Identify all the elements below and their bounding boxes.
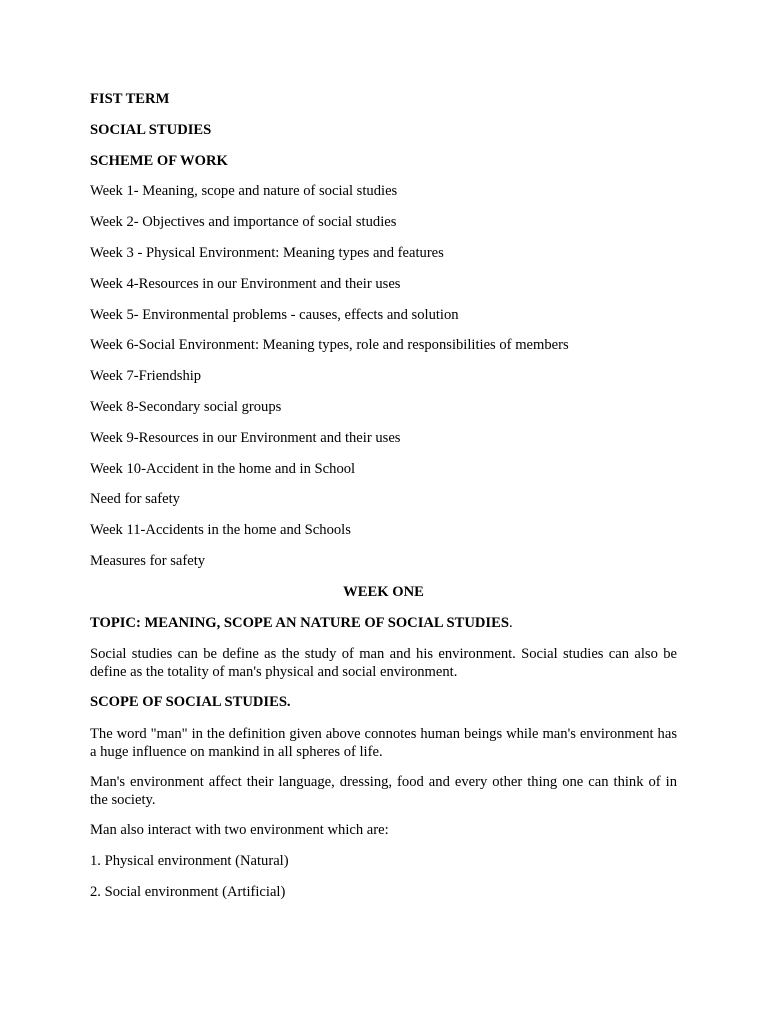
scheme-item: Week 11-Accidents in the home and Schools (90, 522, 351, 539)
scheme-item: Need for safety (90, 491, 180, 508)
list-item: 2. Social environment (Artificial) (90, 883, 286, 900)
scheme-item: Week 3 - Physical Environment: Meaning types and features (90, 244, 444, 261)
week-one-heading: WEEK ONE (343, 583, 424, 600)
scheme-item: Week 2- Objectives and importance of social studies (90, 214, 397, 231)
definition-paragraph: Social studies can be define as the study of man and his environment. Social studies can also be define as the totality of man's physical and social environment. (90, 646, 677, 681)
topic-title: TOPIC: MEANING, SCOPE AN NATURE OF SOCIAL STUDIES (90, 614, 509, 631)
term-heading: FIST TERM (90, 91, 170, 107)
interact-paragraph: Man also interact with two environment which are: (90, 821, 389, 838)
topic-period: . (508, 614, 513, 631)
scheme-item: Week 8-Secondary social groups (90, 398, 282, 415)
scheme-item: Week 9-Resources in our Environment and their uses (90, 429, 401, 446)
subject-heading: SOCIAL STUDIES (90, 121, 212, 138)
man-paragraph: The word "man" in the definition given above connotes human beings while man's environment has a huge influence on mankind in all spheres of life. (90, 725, 677, 760)
topic-line (90, 615, 677, 632)
list-item: 1. Physical environment (Natural) (90, 852, 289, 869)
scheme-item: Week 10-Accident in the home and in School (90, 460, 356, 477)
scheme-item: Measures for safety (90, 552, 206, 569)
scheme-item: Week 4-Resources in our Environment and their uses (90, 275, 401, 292)
scheme-item: Week 6-Social Environment: Meaning types, role and responsibilities of members (90, 337, 569, 354)
environment-paragraph: Man's environment affect their language, dressing, food and every other thing one can think of in the society. (90, 774, 677, 809)
scheme-item: Week 5- Environmental problems - causes, effects and solution (90, 306, 459, 323)
scope-heading: SCOPE OF SOCIAL STUDIES. (90, 693, 291, 710)
scheme-item: Week 7-Friendship (90, 368, 202, 385)
scheme-item: Week 1- Meaning, scope and nature of social studies (90, 183, 398, 200)
document-page (90, 91, 677, 914)
scheme-heading: SCHEME OF WORK (90, 152, 228, 169)
